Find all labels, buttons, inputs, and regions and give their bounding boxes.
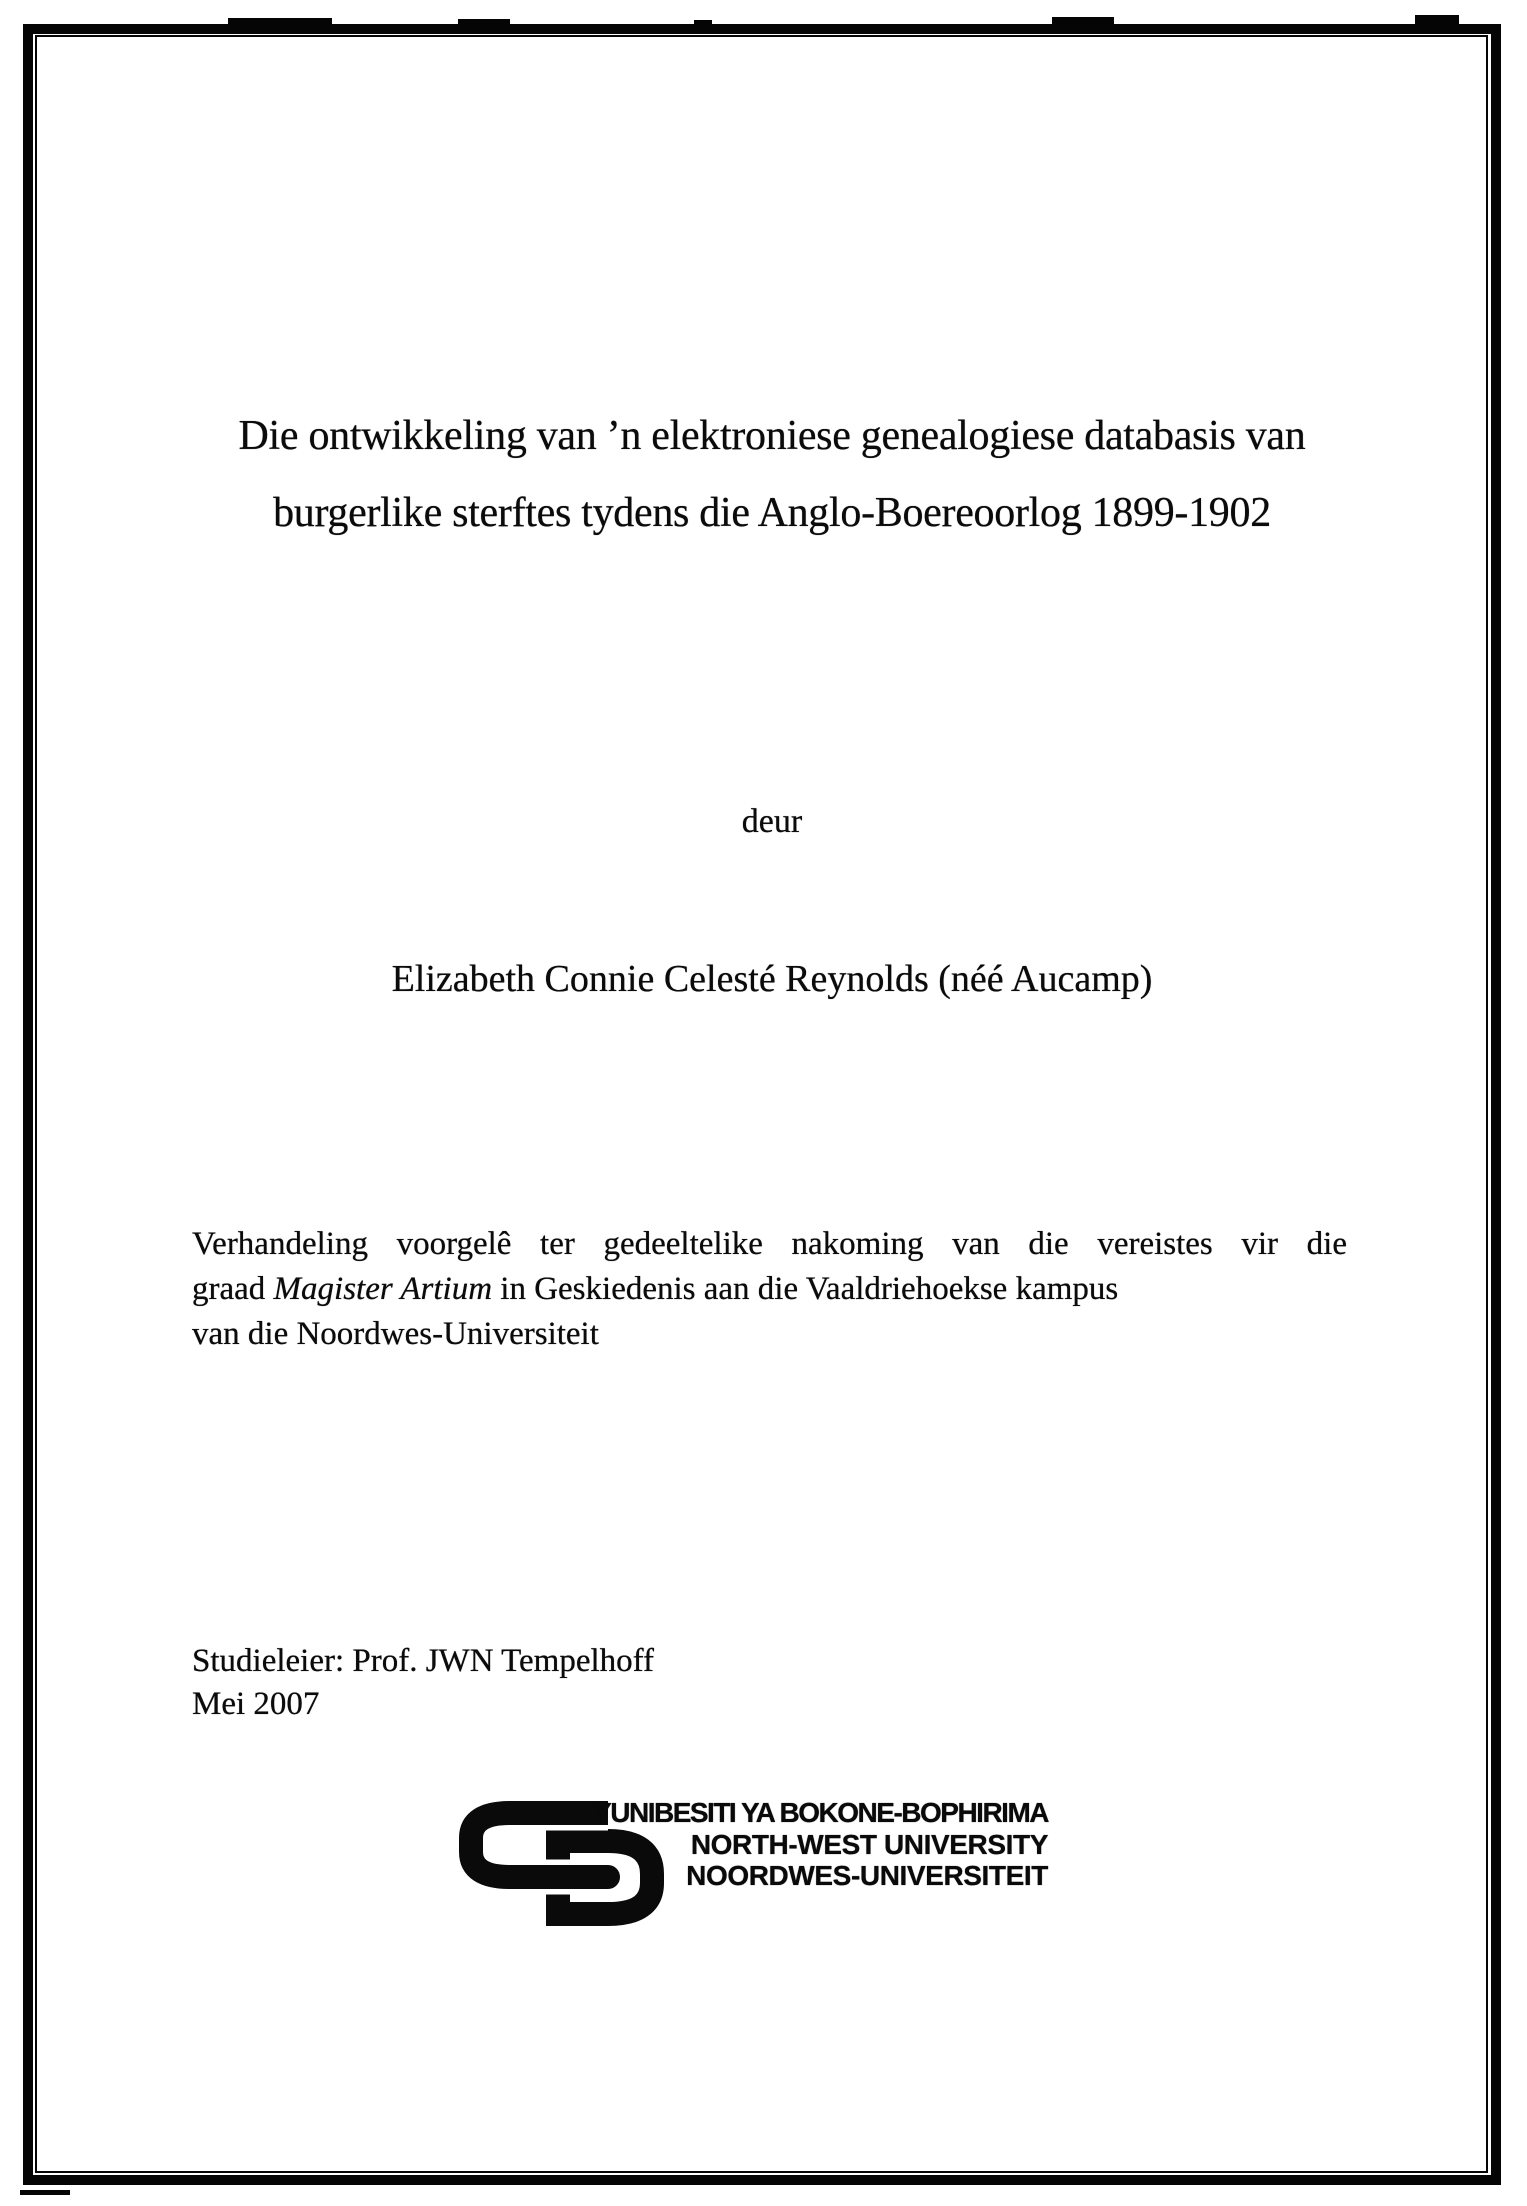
- wordmark-line-setswana: YUNIBESITI YA BOKONE-BOPHIRIMA: [593, 1797, 1048, 1828]
- scan-artifact: [1415, 15, 1459, 24]
- declaration-line-3: van die Noordwes-Universiteit: [192, 1316, 599, 1352]
- wordmark-line-english: NORTH-WEST UNIVERSITY: [690, 1828, 1048, 1860]
- wordmark-line-afrikaans: NOORDWES-UNIVERSITEIT: [686, 1860, 1048, 1891]
- declaration-line-2-post: in Geskiedenis aan die Vaaldriehoekse kampus: [492, 1271, 1119, 1307]
- scan-artifact: [20, 2190, 70, 2195]
- declaration-line-2: [192, 1267, 1347, 1312]
- thesis-title: [192, 398, 1352, 552]
- logo-wordmark: [588, 1797, 1048, 1892]
- author-name: Elizabeth Connie Celesté Reynolds (néé Aucamp): [391, 958, 1153, 1000]
- declaration-line-1: Verhandeling voorgelê ter gedeeltelike nakoming van die vereistes vir die: [192, 1226, 1347, 1262]
- thesis-title-line-2: burgerlike sterftes tydens die Anglo-Boereoorlog 1899-1902: [273, 490, 1271, 536]
- degree-declaration: [192, 1222, 1347, 1357]
- byline-deur: deur: [741, 803, 803, 840]
- supervisor-line: Studieleier: Prof. JWN Tempelhoff: [192, 1643, 655, 1679]
- declaration-line-2-pre: graad: [192, 1271, 274, 1307]
- degree-name: Magister Artium: [273, 1271, 493, 1307]
- date-line: Mei 2007: [192, 1686, 320, 1722]
- thesis-title-line-1: Die ontwikkeling van ’n elektroniese genealogiese databasis van: [238, 413, 1306, 459]
